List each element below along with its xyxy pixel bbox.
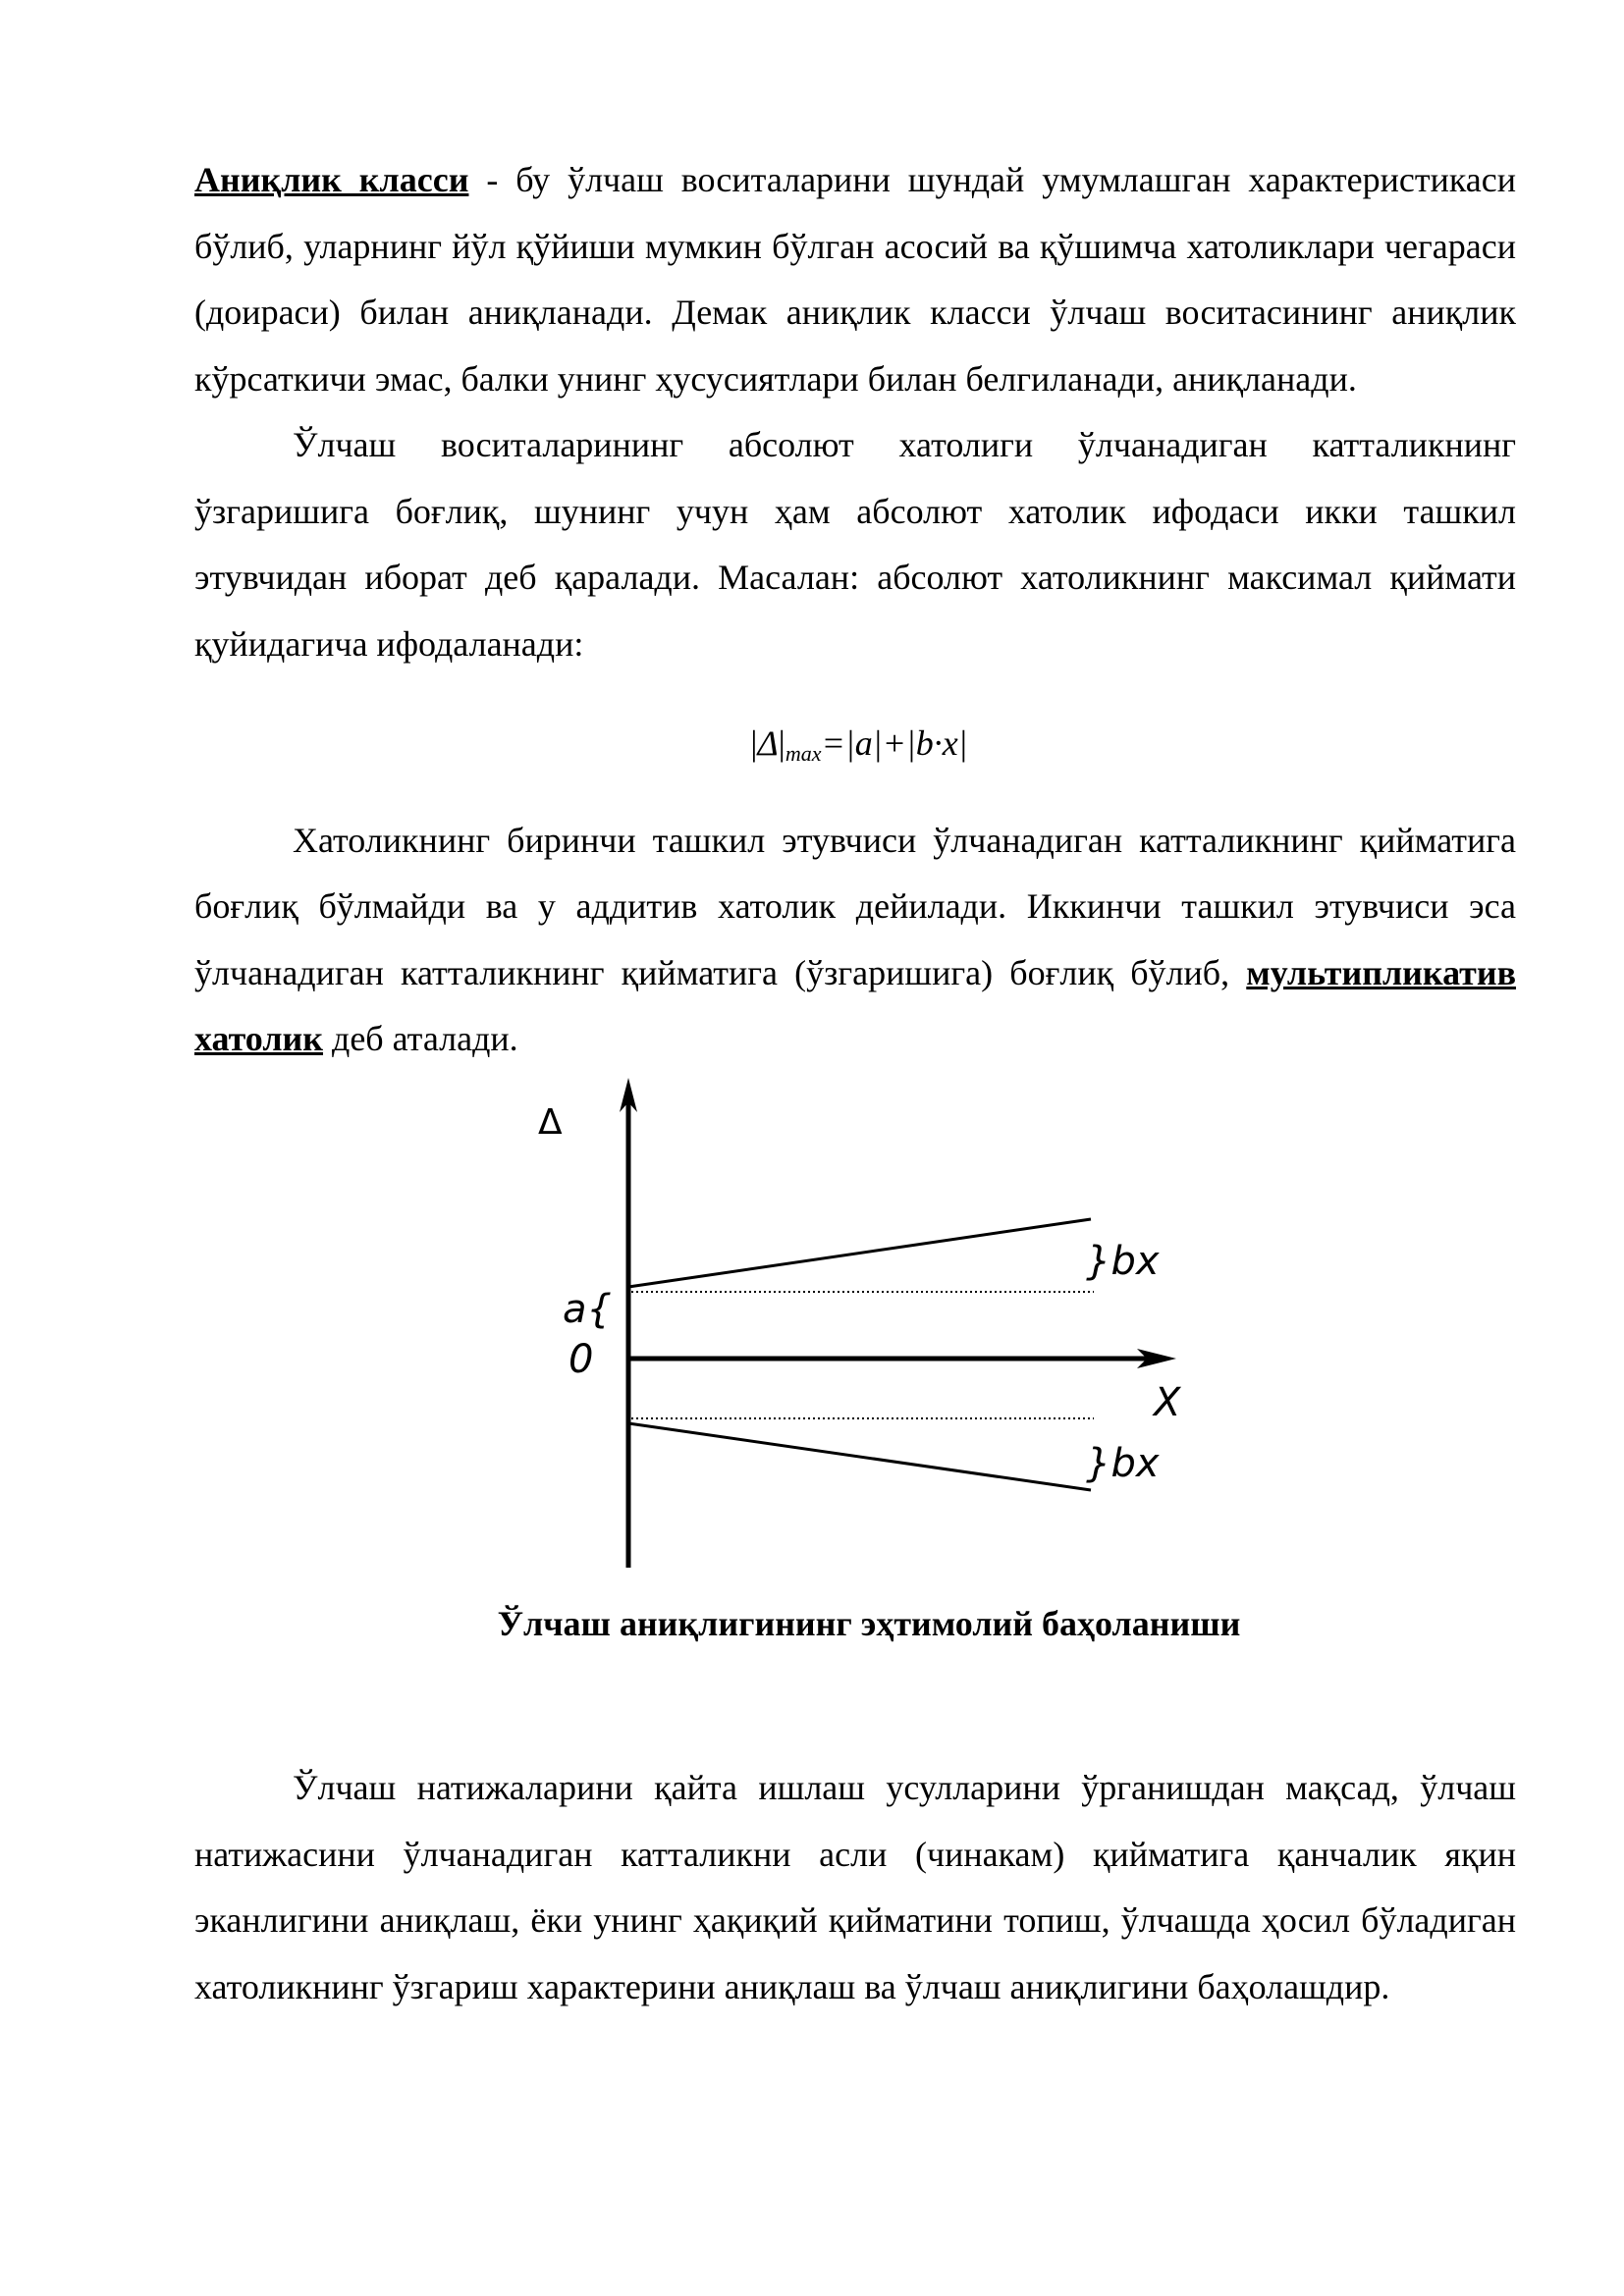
paragraph-error-components-text: Хатоликнинг биринчи ташкил этувчиси ўлчанадиган катталикнинг қийматига боғлиқ бўлмайди ва у аддитив хатолик дейилади. Иккинчи ташкил этувчиси эса ўлчанадиган катталикнинг қийматига (ўзгаришига) боғлиқ бўлиб, xyxy=(194,820,1516,992)
formula-delta: Δ xyxy=(757,723,779,763)
term-accuracy-class: Аниқлик класси xyxy=(194,160,469,199)
paragraph-absolute-error xyxy=(194,412,1516,677)
formula-subscript: max xyxy=(785,741,822,766)
paragraph-processing-methods xyxy=(194,1755,1516,2020)
term-multiplicative-error: мультипликатив хатолик xyxy=(194,952,1517,1058)
paragraph-absolute-error-text: Ўлчаш воситаларининг абсолют хатолиги ўлчанадиган катталикнинг ўзгаришига боғлиқ, шунинг учун ҳам абсолют хатолик ифодаси икки ташкил этувчидан иборат деб қаралади. Масалан: абсолют хатоликнинг максимал қиймати қуйидагича ифодаланади: xyxy=(194,425,1516,664)
lower-bx-label: }bx xyxy=(1086,1440,1160,1486)
formula-max-error xyxy=(194,711,1516,787)
document-page xyxy=(194,147,1516,2020)
error-diagram-svg xyxy=(194,1073,1516,1591)
paragraph-accuracy-class-text: - бу ўлчаш воситаларини шундай умумлашган характеристикаси бўлиб, уларнинг йўл қўйиши мумкин бўлган асосий ва қўшимча хатоликлари чегараси (доираси) билан аниқланади. Демак аниқлик класси ўлчаш воситасининг аниқлик кўрсаткичи эмас, балки унинг ҳусусиятлари билан белгиланади, аниқланади. xyxy=(194,160,1516,399)
y-axis-label: Δ xyxy=(538,1101,563,1143)
paragraph-error-components-tail: деб аталади. xyxy=(323,1019,518,1058)
formula-bar-close: | xyxy=(778,723,785,763)
zero-label: 0 xyxy=(568,1336,594,1382)
error-diagram xyxy=(194,1073,1516,1591)
paragraph-accuracy-class xyxy=(194,147,1516,412)
lower-error-line xyxy=(628,1423,1091,1490)
section-spacer xyxy=(194,1657,1516,1755)
section-caption: Ўлчаш аниқлигининг эҳтимолий баҳоланиши xyxy=(497,1603,1241,1643)
upper-error-line xyxy=(628,1219,1091,1287)
upper-bx-label: }bx xyxy=(1086,1238,1160,1284)
x-axis-label: X xyxy=(1154,1379,1181,1425)
a-label: a{ xyxy=(563,1286,612,1332)
formula-rhs: =|a|+|b·x| xyxy=(821,723,968,763)
paragraph-processing-methods-text: Ўлчаш натижаларини қайта ишлаш усулларини ўрганишдан мақсад, ўлчаш натижасини ўлчанадиган катталикни асли (чинакам) қийматига қанчалик яқин эканлигини аниқлаш, ёки унинг ҳақиқий қийматини топиш, ўлчашда ҳосил бўладиган хатоликнинг ўзгариш характерини аниқлаш ва ўлчаш аниқлигини баҳолашдир. xyxy=(194,1768,1516,2006)
formula-bar-open: | xyxy=(750,723,758,763)
paragraph-error-components xyxy=(194,808,1516,1073)
